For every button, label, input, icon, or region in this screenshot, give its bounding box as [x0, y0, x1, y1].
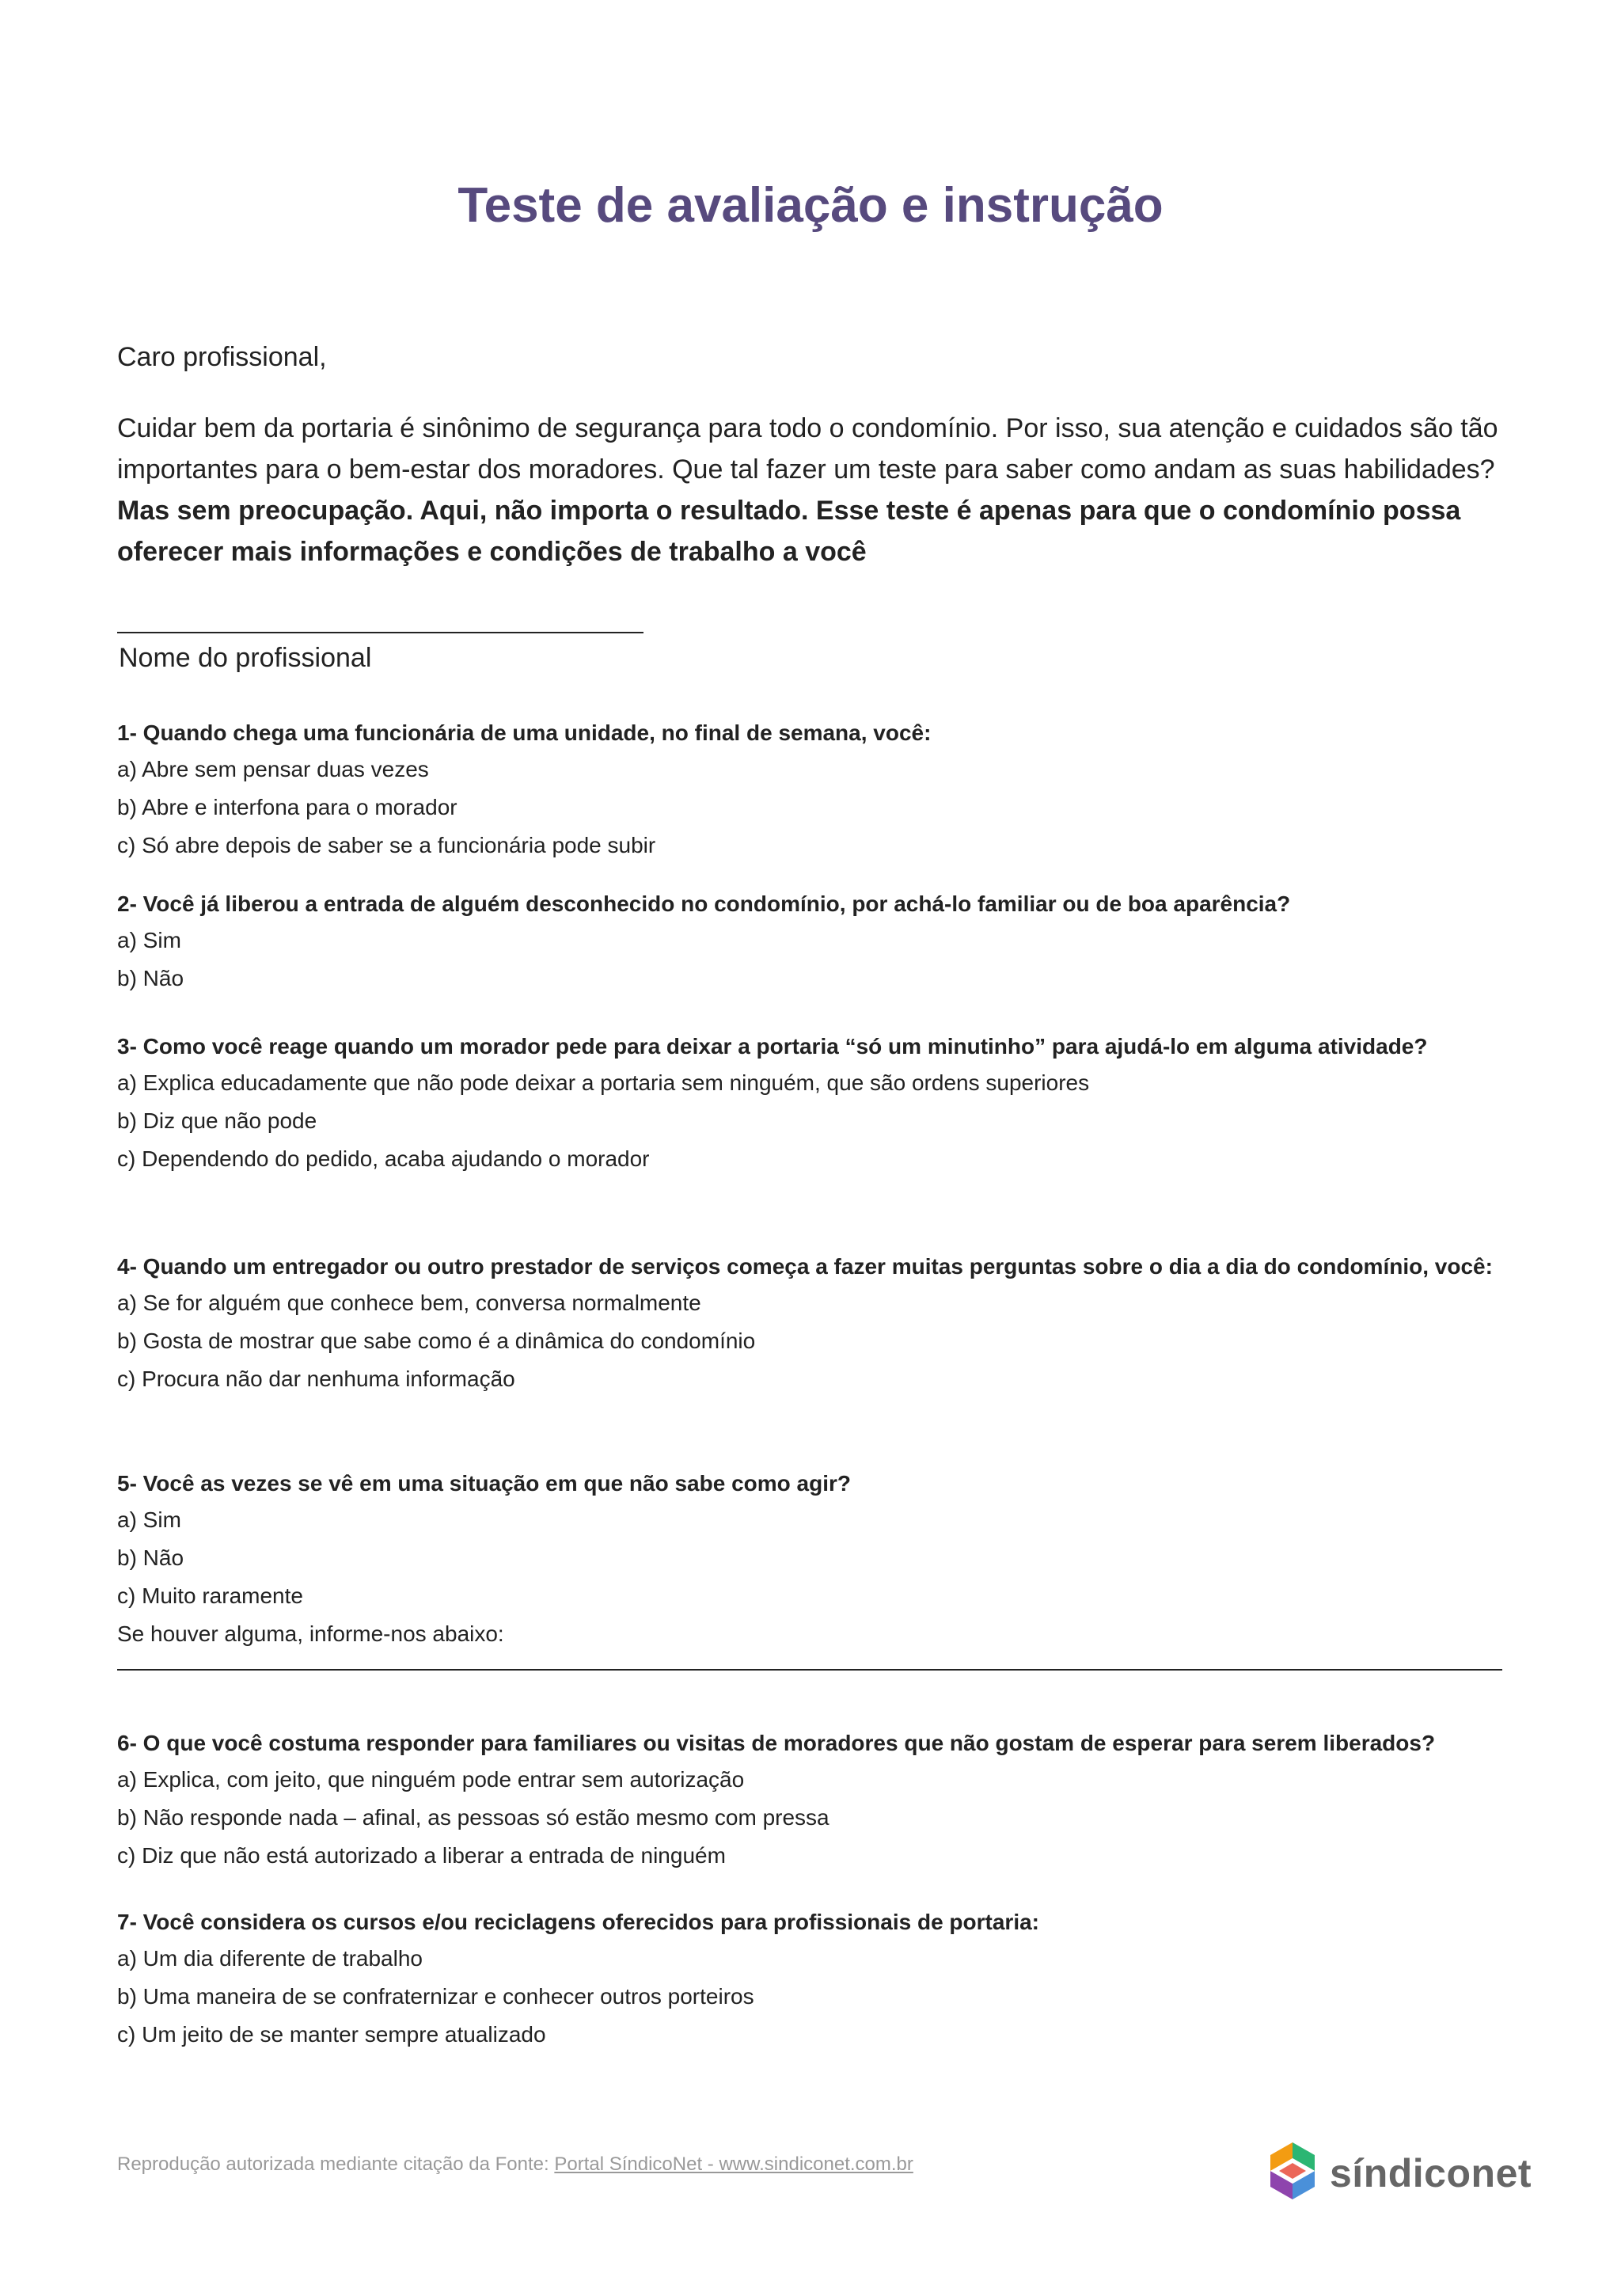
option-b[interactable]: b) Uma maneira de se confraternizar e conhecer outros porteiros	[117, 1984, 754, 2009]
intro-bold-text: Mas sem preocupação. Aqui, não importa o resultado. Esse teste é apenas para que o condomínio possa oferecer mais informações e condições de trabalho a você	[117, 496, 1461, 567]
hexagon-logo-icon	[1265, 2139, 1320, 2207]
question-text: 4- Quando um entregador ou outro prestador de serviços começa a fazer muitas perguntas sobre o dia a dia do condomínio, você:	[117, 1254, 1493, 1279]
option-c[interactable]: c) Dependendo do pedido, acaba ajudando o morador	[117, 1146, 650, 1171]
option-b[interactable]: b) Não	[117, 966, 184, 990]
question-4	[117, 1249, 1534, 1398]
option-a[interactable]: a) Se for alguém que conhece bem, conversa normalmente	[117, 1291, 701, 1315]
page-title: Teste de avaliação e instrução	[457, 178, 1164, 233]
option-b[interactable]: b) Abre e interfona para o morador	[117, 795, 457, 819]
question-2	[117, 887, 1534, 998]
option-a[interactable]: a) Sim	[117, 1507, 181, 1532]
footer-text: Reprodução autorizada mediante citação da Fonte:	[117, 2153, 555, 2175]
option-c[interactable]: c) Diz que não está autorizado a liberar a entrada de ninguém	[117, 1843, 726, 1868]
option-a[interactable]: a) Explica educadamente que não pode deixar a portaria sem ninguém, que são ordens superiores	[117, 1070, 1090, 1095]
sindiconet-logo	[1265, 2139, 1532, 2207]
footer-credit	[117, 2153, 913, 2176]
greeting: Caro profissional,	[117, 342, 327, 372]
question-text: 6- O que você costuma responder para familiares ou visitas de moradores que não gostam de esperar para serem liberados?	[117, 1731, 1436, 1755]
footer-source-link[interactable]: Portal SíndicoNet - www.sindiconet.com.br	[554, 2153, 913, 2175]
option-b[interactable]: b) Diz que não pode	[117, 1108, 317, 1133]
question-text: 1- Quando chega uma funcionária de uma unidade, no final de semana, você:	[117, 720, 932, 745]
question-1	[117, 716, 1534, 865]
option-a[interactable]: a) Abre sem pensar duas vezes	[117, 757, 429, 781]
option-a[interactable]: a) Explica, com jeito, que ninguém pode entrar sem autorização	[117, 1767, 745, 1792]
answer-line[interactable]	[117, 1653, 1502, 1671]
question-5	[117, 1466, 1534, 1671]
intro-paragraph	[117, 408, 1534, 572]
option-b[interactable]: b) Gosta de mostrar que sabe como é a dinâmica do condomínio	[117, 1329, 756, 1353]
option-b[interactable]: b) Não	[117, 1545, 184, 1570]
question-3	[117, 1029, 1534, 1178]
signature-label: Nome do profissional	[119, 643, 372, 673]
answer-prompt: Se houver alguma, informe-nos abaixo:	[117, 1621, 504, 1646]
option-c[interactable]: c) Procura não dar nenhuma informação	[117, 1367, 515, 1391]
option-c[interactable]: c) Muito raramente	[117, 1583, 303, 1608]
question-text: 5- Você as vezes se vê em uma situação em que não sabe como agir?	[117, 1471, 851, 1496]
question-text: 7- Você considera os cursos e/ou reciclagens oferecidos para profissionais de portaria:	[117, 1910, 1039, 1934]
option-b[interactable]: b) Não responde nada – afinal, as pessoas só estão mesmo com pressa	[117, 1805, 829, 1830]
option-c[interactable]: c) Só abre depois de saber se a funcionária pode subir	[117, 833, 656, 857]
question-6	[117, 1726, 1534, 1875]
option-a[interactable]: a) Um dia diferente de trabalho	[117, 1946, 423, 1971]
question-text: 3- Como você reage quando um morador pede para deixar a portaria “só um minutinho” para ajudá-lo em alguma atividade?	[117, 1034, 1428, 1059]
question-text: 2- Você já liberou a entrada de alguém desconhecido no condomínio, por achá-lo familiar ou de boa aparência?	[117, 891, 1291, 916]
option-c[interactable]: c) Um jeito de se manter sempre atualizado	[117, 2022, 546, 2047]
signature-line[interactable]	[117, 632, 643, 633]
question-7	[117, 1905, 1534, 2054]
option-a[interactable]: a) Sim	[117, 928, 181, 952]
logo-wordmark: síndiconet	[1330, 2150, 1532, 2195]
intro-text: Cuidar bem da portaria é sinônimo de segurança para todo o condomínio. Por isso, sua atenção e cuidados são tão importantes para o bem-estar dos moradores. Que tal fazer um teste para saber como andam as suas habilidades?	[117, 413, 1498, 485]
